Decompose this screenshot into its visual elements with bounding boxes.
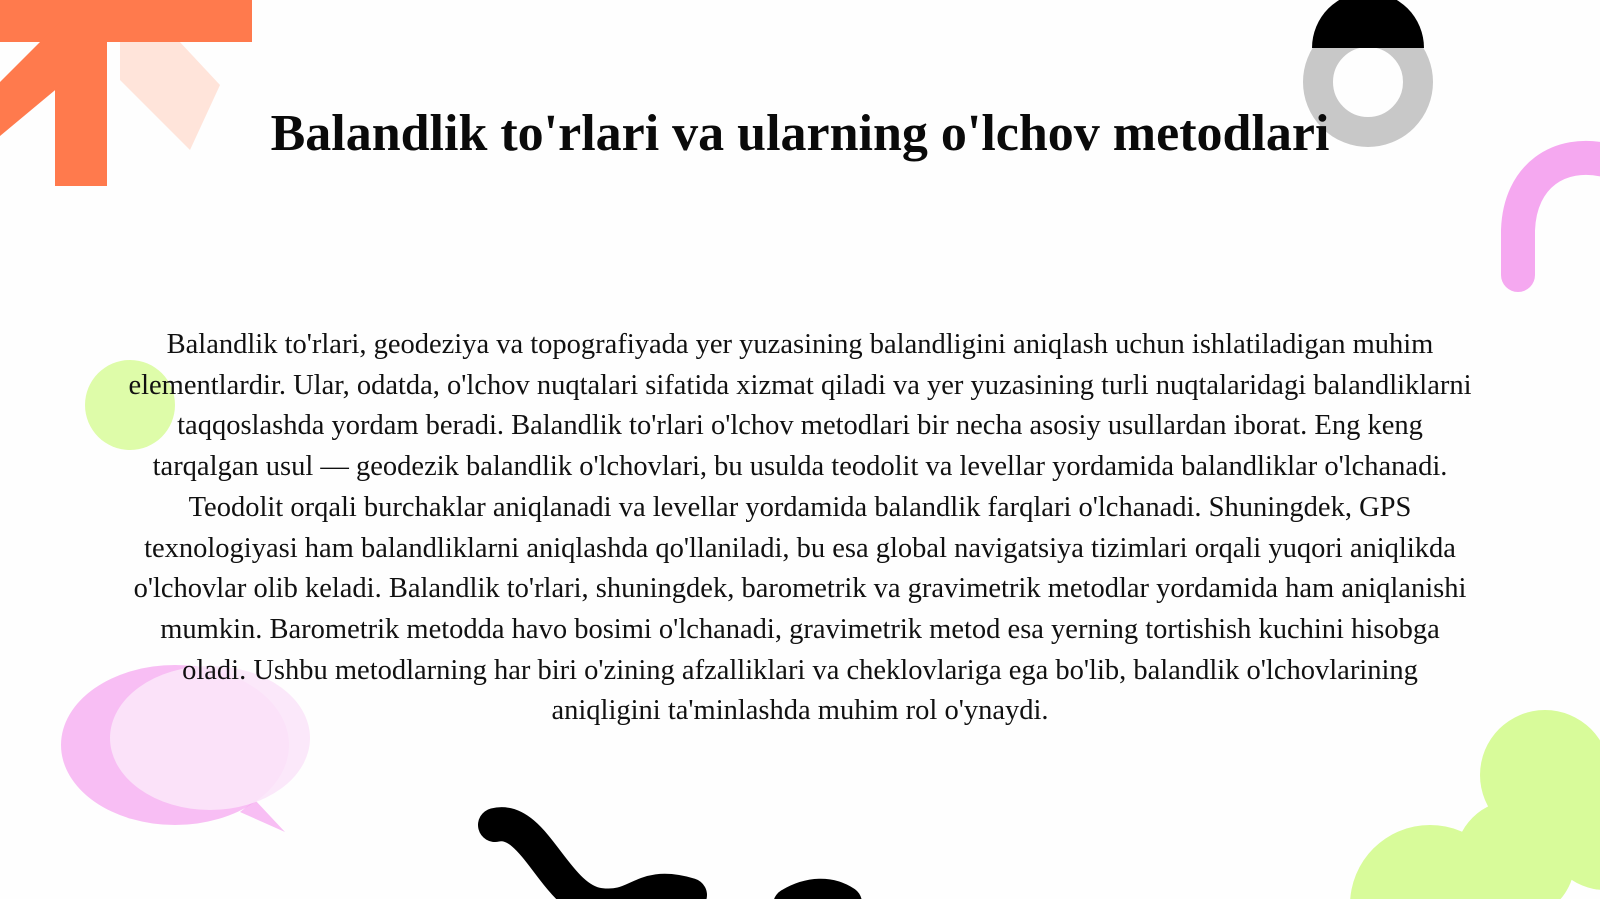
arc-shape bbox=[1518, 158, 1600, 275]
squiggle-shape bbox=[495, 824, 845, 899]
flower-shape bbox=[1350, 710, 1600, 899]
slide-body-text: Balandlik to'rlari, geodeziya va topografiyada yer yuzasining balandligini aniqlash uchun ishlatiladigan muhim elementlardir. Ular, odatda, o'lchov nuqtalari sifatida xizmat qiladi va yer yuzasining turli nuqtalaridagi balandliklarni taqqoslashda yordam beradi. Balandlik to'rlari o'lchov metodlari bir necha asosiy usullardan iborat. Eng keng tarqalgan usul — geodezik balandlik o'lchovlari, bu usulda teodolit va levellar yordamida balandliklar o'lchanadi. Teodolit orqali burchaklar aniqlanadi va levellar yordamida balandlik farqlari o'lchanadi. Shuningdek, GPS texnologiyasi ham balandliklarni aniqlashda qo'llaniladi, bu esa global navigatsiya tizimlari orqali yuqori aniqlikda o'lchovlar olib keladi. Balandlik to'rlari, shuningdek, barometrik va gravimetrik metodlar yordamida ham aniqlanishi mumkin. Barometrik metodda havo bosimi o'lchanadi, gravimetrik metod esa yerning tortishish kuchini hisobga oladi. Ushbu metodlarning har biri o'zining afzalliklari va cheklovlariga ega bo'lib, balandlik o'lchovlarining aniqligini ta'minlashda muhim rol o'ynaydi. bbox=[128, 329, 1472, 727]
slide-title: Balandlik to'rlari va ularning o'lchov metodlari bbox=[270, 105, 1330, 162]
